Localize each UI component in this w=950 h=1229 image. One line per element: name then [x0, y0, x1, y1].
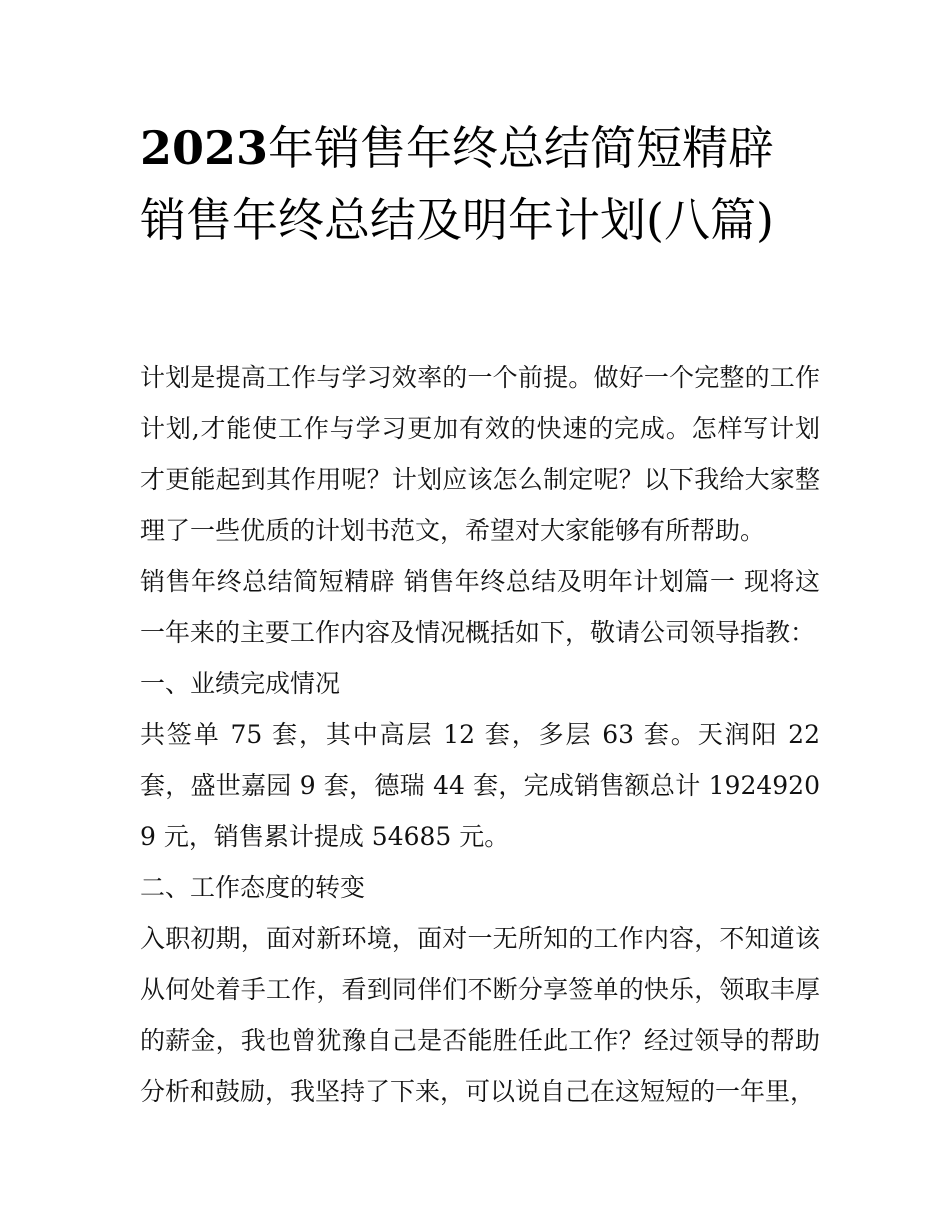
heading-attitude: 二、工作态度的转变: [140, 873, 366, 902]
document-title: [140, 112, 820, 256]
title-text: 年销售年终总结简短精辟销售年终总结及明年计划(八篇): [140, 121, 775, 247]
heading-performance: 一、业绩完成情况: [140, 669, 341, 698]
paragraph-performance: 共签单 75 套，其中高层 12 套，多层 63 套。天润阳 22 套，盛世嘉园 9 套，德瑞 44 套，完成销售额总计 19249209 元，销售累计提成 54685 元。: [140, 720, 820, 851]
title-year: 2023: [140, 121, 269, 175]
document-body: [140, 352, 820, 1117]
paragraph-intro: 计划是提高工作与学习效率的一个前提。做好一个完整的工作计划,才能使工作与学习更加有效的快速的完成。怎样写计划才更能起到其作用呢？计划应该怎么制定呢？以下我给大家整理了一些优质的计划书范文，希望对大家能够有所帮助。: [140, 363, 820, 545]
paragraph-section-intro: 销售年终总结简短精辟 销售年终总结及明年计划篇一 现将这一年来的主要工作内容及情况概括如下，敬请公司领导指教：: [140, 567, 820, 647]
paragraph-attitude: 入职初期，面对新环境，面对一无所知的工作内容，不知道该从何处着手工作，看到同伴们不断分享签单的快乐，领取丰厚的薪金，我也曾犹豫自己是否能胜任此工作？经过领导的帮助分析和鼓励，我坚持了下来，可以说自己在这短短的一年里，: [140, 924, 820, 1106]
